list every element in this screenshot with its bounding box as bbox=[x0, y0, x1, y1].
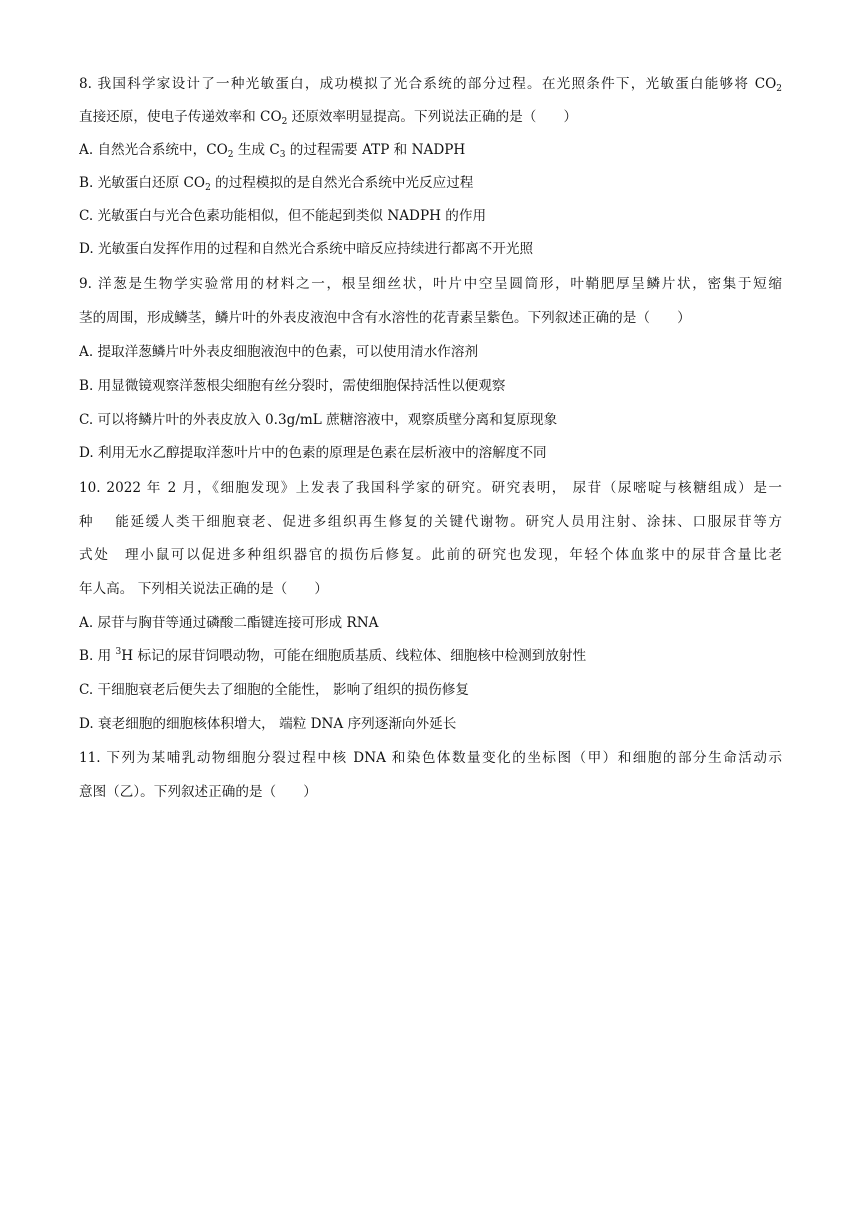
q8-subscript: 2 bbox=[776, 84, 782, 94]
q10-option-b-superscript: 3 bbox=[115, 647, 122, 657]
q8-subscript-2: 2 bbox=[281, 117, 288, 127]
q8-stem-line-2 bbox=[79, 107, 782, 127]
q8-stem-text-1: 我国科学家设计了一种光敏蛋白，成功模拟了光合系统的部分过程。在光照条件下，光敏蛋白能够将 CO bbox=[97, 76, 777, 92]
q8-option-a-text-3: 的过程需要 ATP 和 NADPH bbox=[285, 142, 466, 158]
q9-stem-line-2: 茎的周围，形成鳞茎，鳞片叶的外表皮液泡中含有水溶性的花青素呈紫色。下列叙述正确的是（ ） bbox=[79, 310, 691, 326]
q9-option-d: D. 利用无水乙醇提取洋葱叶片中的色素的原理是色素在层析液中的溶解度不同 bbox=[79, 445, 547, 461]
q10-stem-line-1 bbox=[79, 478, 782, 498]
q10-option-d: D. 衰老细胞的细胞核体积增大， 端粒 DNA 序列逐渐向外延长 bbox=[79, 716, 457, 732]
q9-option-a: A. 提取洋葱鳞片叶外表皮细胞液泡中的色素，可以使用清水作溶剂 bbox=[79, 344, 479, 360]
q8-number: 8. bbox=[79, 76, 92, 92]
q10-option-b bbox=[79, 646, 782, 666]
q11-number: 11. bbox=[79, 750, 101, 766]
q10-number: 10. bbox=[79, 480, 101, 496]
q10-option-c: C. 干细胞衰老后便失去了细胞的全能性， 影响了组织的损伤修复 bbox=[79, 682, 469, 698]
q10-stem-line-2: 种 能延缓人类干细胞衰老、促进多组织再生修复的关键代谢物。研究人员用注射、涂抹、口服尿苷等方 bbox=[79, 514, 782, 530]
q9-option-c: C. 可以将鳞片叶的外表皮放入 0.3g/mL 蔗糖溶液中，观察质壁分离和复原现象 bbox=[79, 412, 558, 428]
q8-option-a-sub-2: 3 bbox=[279, 150, 286, 160]
q8-option-c: C. 光敏蛋白与光合色素功能相似，但不能起到类似 NADPH 的作用 bbox=[79, 208, 487, 224]
q8-stem-text-2a: 直接还原，使电子传递效率和 CO bbox=[79, 109, 282, 125]
q8-option-a bbox=[79, 140, 782, 160]
q8-stem-text-2b: 还原效率明显提高。下列说法正确的是（ ） bbox=[287, 109, 578, 125]
q10-stem-line-3: 式处 理小鼠可以促进多种组织器官的损伤后修复。此前的研究也发现，年轻个体血浆中的尿苷含量比老 bbox=[79, 547, 782, 563]
q10-option-a: A. 尿苷与胸苷等通过磷酸二酯键连接可形成 RNA bbox=[79, 615, 379, 631]
q9-option-b: B. 用显微镜观察洋葱根尖细胞有丝分裂时，需使细胞保持活性以便观察 bbox=[79, 378, 506, 394]
q8-option-b-text-1: B. 光敏蛋白还原 CO bbox=[79, 175, 206, 191]
q11-stem-line-1 bbox=[79, 748, 782, 768]
q10-option-b-text-2: H 标记的尿苷饲喂动物，可能在细胞质基质、线粒体、细胞核中检测到放射性 bbox=[121, 648, 587, 664]
q11-stem-line-2: 意图（乙）。下列叙述正确的是（ ） bbox=[79, 784, 317, 800]
q9-stem-text-1: 洋葱是生物学实验常用的材料之一，根呈细丝状，叶片中空呈圆筒形，叶鞘肥厚呈鳞片状，密集于短缩 bbox=[97, 276, 782, 292]
q9-stem-line-1 bbox=[79, 274, 782, 294]
q8-option-a-sub-1: 2 bbox=[227, 150, 234, 160]
q8-option-b-text-2: 的过程模拟的是自然光合系统中光反应过程 bbox=[210, 175, 474, 191]
q8-option-a-text-2: 生成 C bbox=[233, 142, 280, 158]
q11-stem-text-1: 下列为某哺乳动物细胞分裂过程中核 DNA 和染色体数量变化的坐标图（甲）和细胞的部分生命活动示 bbox=[106, 750, 782, 766]
q8-option-d: D. 光敏蛋白发挥作用的过程和自然光合系统中暗反应持续进行都离不开光照 bbox=[79, 241, 534, 257]
q8-option-b-sub: 2 bbox=[205, 183, 211, 193]
q10-stem-line-4: 年人高。 下列相关说法正确的是（ ） bbox=[79, 581, 329, 597]
q8-option-a-text-1: A. 自然光合系统中，CO bbox=[79, 142, 228, 158]
q8-option-b bbox=[79, 173, 782, 193]
q10-stem-text-1: 2022 年 2 月，《细胞发现》上发表了我国科学家的研究。研究表明， 尿苷（尿嘧啶与核糖组成）是一 bbox=[106, 480, 782, 496]
q10-option-b-text-1: B. 用 bbox=[79, 648, 116, 664]
q9-number: 9. bbox=[79, 276, 92, 292]
q8-stem-line-1 bbox=[79, 74, 782, 94]
